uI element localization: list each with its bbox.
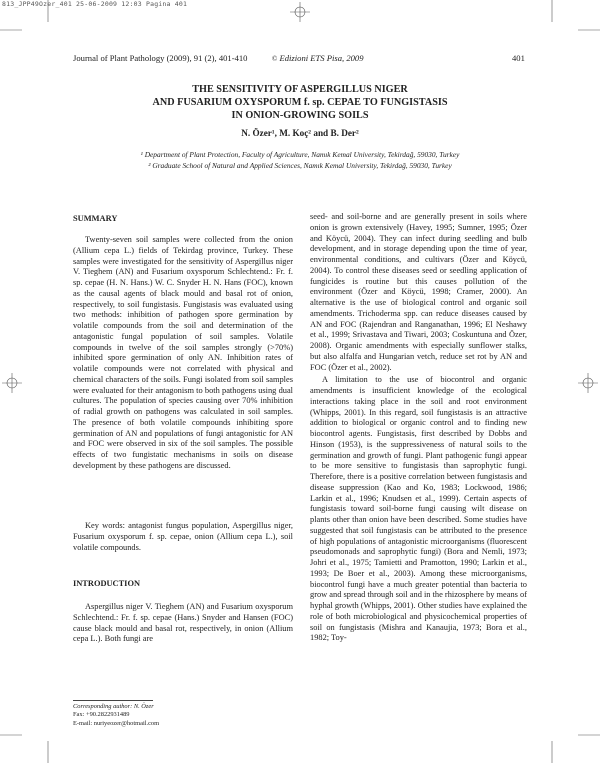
fax: Fax: +90.2822931489 — [73, 711, 130, 719]
publisher-label: Edizioni ETS Pisa, 2009 — [279, 53, 364, 63]
corresponding-author: Corresponding author: N. Özer — [73, 703, 154, 710]
summary-heading: SUMMARY — [73, 214, 118, 223]
affiliation-2: ² Graduate School of Natural and Applied Sciences, Namık Kemal University, Tekirdağ, 59030, Turkey — [148, 160, 452, 170]
title-line-1: THE SENSITIVITY OF ASPERGILLUS NIGER — [192, 84, 408, 95]
registration-mark-right — [578, 373, 598, 393]
introduction-paragraph: Aspergillus niger V. Tieghem (AN) and Fusarium oxysporum Schlechtend.: Fr. f. sp. cepae (Hans.) Snyder and Hansen (FOC) cause black mould and basal rot, respectively, in onion (Allium cepa L.). Both fungi are — [73, 602, 293, 644]
page-number: 401 — [512, 53, 525, 63]
key-words-text: Key words: antagonist fungus population, Aspergillus niger, Fusarium oxysporum f. sp. cepae, onion (Allium cepa L.), soil volatile compounds. — [73, 521, 293, 552]
article-title — [60, 83, 540, 122]
summary-body — [73, 235, 293, 472]
registration-mark-left — [2, 373, 22, 393]
authors: N. Özer¹, M. Koç² and B. Der² — [241, 128, 359, 138]
introduction-heading: INTRODUCTION — [73, 579, 141, 588]
journal-citation: Journal of Plant Pathology (2009), 91 (2), 401-410 — [73, 53, 248, 63]
key-words — [73, 521, 293, 553]
summary-paragraph: Twenty-seven soil samples were collected from the onion (Allium cepa L.) fields of Tekirdag province, Turkey. These samples were investigated for the sensitivity of Aspergillus niger V. Tieghem (AN) and Fusarium oxysporum Schlechtend.: Fr. f. sp. cepae (H. N. Hans.) W. C. Snyder H. N. Hans (FOC), known as the causal agents of black mould and basal rot of onion, respectively, to soil fungistasis. Fungistasis was evaluated using two methods: inhibition of pathogen spore germination by volatile compounds from the soil and determination of the antagonistic fungal population of soil samples. Volatile compounds in twelve of the soil samples strongly (>70%) inhibited spore germination of only AN. Inhibition rates of volatile compounds were not correlated with physical and chemical characters of the soils. Fungi isolated from soil samples were evaluated for their antagonism to both pathogens using dual cultures. The population of species causing over 70% inhibition of radial growth on pathogens was calculated in soil samples. The presence of both volatile compounds inhibiting spore germination of AN and populations of fungi antagonistic for AN and FOC were observed in six of the soil samples. The possible effects of two fungistatic mechanisms in soils on disease development by these pathogens are discussed. — [73, 235, 293, 470]
publisher-mark: © — [272, 55, 278, 63]
registration-mark-top — [290, 2, 310, 22]
right-paragraph-2: A limitation to the use of biocontrol and organic amendments is insufficient knowledge of the ecological interactions taking place in the soil and root environment (Whipps, 2001). In this regard, soil fungistasis is an attractive addition to biological or organic control and to finding new biocontrol agents. Fungistasis, first described by Dobbs and Hinson (1953), is the suppressiveness of natural soils to the germination and growth of fungi. Plant pathogenic fungi appear to be more sensitive to fungistasis than saprophytic fungi. Therefore, there is a positive correlation between fungistasis and disease suppression (Kao and Ko, 1983; Lockwood, 1986; Larkin et al., 1996; Knudsen et al., 1999). Certain aspects of fungistasis toward soil-borne fungi causing wilt disease on plants other than onion have been described. Some studies have suggested that soil fungistasis can be attributed to the presence of high populations of antagonistic microorganisms (fluorescent pseudomonads and saprophytic fungi) (Bora and Nemli, 1973; Johri et al., 1975; Tamietti and Pramotton, 1990; Larkin et al., 1993; De Boer et al., 2003). Among these microorganisms, biocontrol fungi have a much greater potential than bacteria to grow and spread through soil and in the rhizosphere by means of hyphal growth (Whipps, 2001). Other studies have explained the role of both microbiological and physicochemical properties of soil on fungistasis (Mishra and Kanaujia, 1973; Bora et al., 1982; Toy- — [310, 375, 527, 643]
affiliations — [60, 150, 540, 171]
affiliation-1: ¹ Department of Plant Protection, Faculty of Agriculture, Namık Kemal University, Tekirdağ, 59030, Turkey — [140, 150, 460, 159]
correspondence — [73, 703, 159, 728]
footnote-rule — [73, 700, 153, 701]
right-paragraph-1: seed- and soil-borne and are generally present in soils where onion is grown extensively (Havey, 1995; Sumner, 1995; Özer and Köycü, 2004). They can infect during seedling and bulb development, and in storage depending upon the time of year, environmental conditions, and cultivars (Özer and Köycü, 2004). To control these diseases seed or seedling application of fungicides is routine but this causes pollution of the environment (Özer and Köycü, 1998; Cramer, 2000). An alternative is the use of biological control and organic soil amendments. Trichoderma spp. can reduce diseases caused by AN and FOC (Rajendran and Ranganathan, 1996; El Neshawy et al., 1999; Srivastava and Tiwari, 2003; Coskuntuna and Özer, 2008). Organic amendments with especially sunflower stalks, but also alfalfa and Hungarian vetch, reduce set rot by AN and FOC (Özer et al., 2002). — [310, 212, 527, 372]
email: E-mail: nuriyeozer@hotmail.com — [73, 719, 160, 727]
title-line-3: IN ONION-GROWING SOILS — [231, 110, 369, 121]
publisher — [272, 53, 364, 63]
title-line-2: AND FUSARIUM OXYSPORUM f. sp. CEPAE TO FUNGISTASIS — [152, 97, 448, 108]
print-slug: 813_JPP49Ozer_401 25-06-2009 12:03 Pagina 401 — [2, 0, 188, 8]
introduction-body — [73, 602, 293, 645]
right-column — [310, 212, 527, 644]
